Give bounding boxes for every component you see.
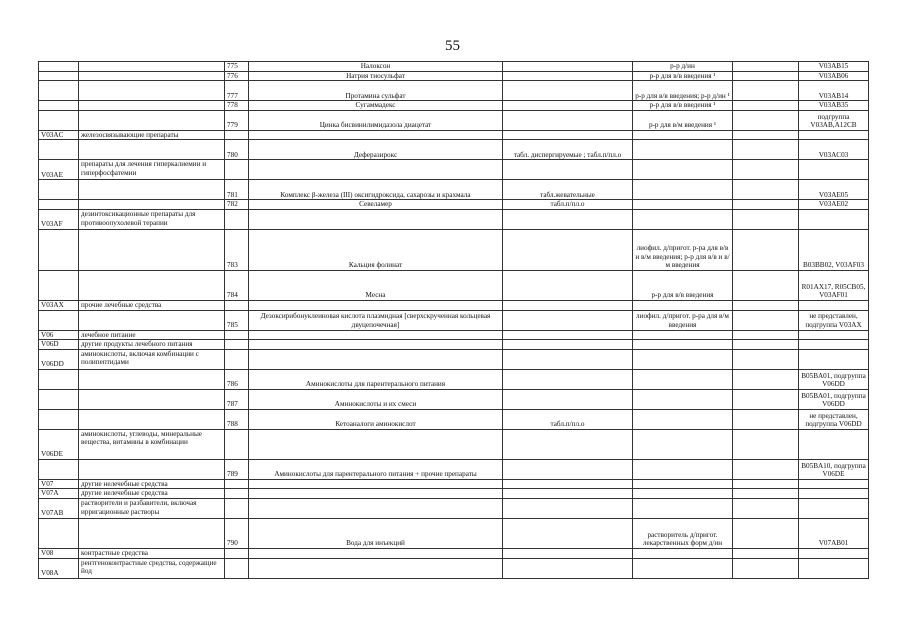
dosage-form-tablet — [503, 130, 633, 140]
atc-group-code: V03AF — [39, 209, 79, 229]
dosage-form-solution — [633, 160, 733, 180]
dosage-form-solution — [633, 340, 733, 350]
note — [733, 229, 799, 270]
dosage-form-solution — [633, 369, 733, 389]
dosage-form-solution — [633, 389, 733, 409]
dosage-form-tablet — [503, 62, 633, 72]
table-row — [39, 389, 869, 409]
page-number: 55 — [445, 38, 460, 54]
atc-code — [799, 209, 869, 229]
drug-name — [249, 489, 503, 499]
group-description — [79, 101, 225, 111]
drug-name: Вода для инъекций — [249, 518, 503, 548]
atc-group-code: V03AC — [39, 130, 79, 140]
item-number: 786 — [225, 369, 249, 389]
item-number: 787 — [225, 389, 249, 409]
item-number — [225, 349, 249, 369]
atc-group-code — [39, 369, 79, 389]
item-number — [225, 498, 249, 518]
atc-code — [799, 130, 869, 140]
atc-group-code — [39, 140, 79, 160]
drug-name: Цинка бисвинилимидазола диацетат — [249, 110, 503, 130]
dosage-form-solution — [633, 300, 733, 310]
group-description — [79, 310, 225, 330]
atc-code: R01AX17, R05CB05, V03AF01 — [799, 270, 869, 300]
atc-group-code: V03AE — [39, 160, 79, 180]
atc-group-code — [39, 518, 79, 548]
item-number: 777 — [225, 81, 249, 101]
dosage-form-solution — [633, 489, 733, 499]
item-number: 782 — [225, 200, 249, 210]
atc-code — [799, 330, 869, 340]
item-number — [225, 429, 249, 459]
dosage-form-tablet — [503, 349, 633, 369]
dosage-form-solution — [633, 409, 733, 429]
atc-group-code — [39, 81, 79, 101]
atc-code: B05BA01, подгруппа V06DD — [799, 389, 869, 409]
item-number: 778 — [225, 101, 249, 111]
dosage-form-tablet — [503, 340, 633, 350]
note — [733, 160, 799, 180]
item-number — [225, 489, 249, 499]
dosage-form-tablet — [503, 389, 633, 409]
group-description: железосвязывающие препараты — [79, 130, 225, 140]
atc-code: B03BB02, V03AF03 — [799, 229, 869, 270]
group-description — [79, 389, 225, 409]
atc-code — [799, 498, 869, 518]
note — [733, 71, 799, 81]
note — [733, 498, 799, 518]
drug-name — [249, 429, 503, 459]
atc-code: V03AB15 — [799, 62, 869, 72]
group-row — [39, 160, 869, 180]
drug-name — [249, 558, 503, 578]
group-description: контрастные средства — [79, 548, 225, 558]
atc-group-code — [39, 389, 79, 409]
atc-code — [799, 489, 869, 499]
table-row — [39, 81, 869, 101]
table-row — [39, 140, 869, 160]
dosage-form-tablet — [503, 558, 633, 578]
table-row — [39, 71, 869, 81]
drug-name — [249, 130, 503, 140]
atc-group-code: V03AX — [39, 300, 79, 310]
atc-group-code: V06DD — [39, 349, 79, 369]
dosage-form-solution: растворитель д/пригот. лекарственных форм д/ин — [633, 518, 733, 548]
atc-group-code: V07AB — [39, 498, 79, 518]
atc-group-code: V07A — [39, 489, 79, 499]
dosage-form-tablet — [503, 369, 633, 389]
drug-name: Аминокислоты для парентерального питания — [249, 369, 503, 389]
atc-group-code — [39, 409, 79, 429]
table-body — [39, 62, 869, 579]
dosage-form-tablet — [503, 101, 633, 111]
note — [733, 548, 799, 558]
dosage-form-solution — [633, 548, 733, 558]
drug-name — [249, 349, 503, 369]
dosage-form-tablet — [503, 518, 633, 548]
dosage-form-solution: р-р для в/в введения ¹ — [633, 71, 733, 81]
dosage-form-tablet — [503, 459, 633, 479]
item-number — [225, 130, 249, 140]
group-description — [79, 270, 225, 300]
item-number: 779 — [225, 110, 249, 130]
atc-group-code — [39, 459, 79, 479]
item-number: 781 — [225, 180, 249, 200]
table-row — [39, 409, 869, 429]
dosage-form-tablet: табл.п/пл.о — [503, 409, 633, 429]
table-row — [39, 180, 869, 200]
drug-name: Кальция фолинат — [249, 229, 503, 270]
note — [733, 310, 799, 330]
drug-name: Аминокислоты и их смеси — [249, 389, 503, 409]
table-row — [39, 518, 869, 548]
dosage-form-tablet — [503, 479, 633, 489]
group-row — [39, 300, 869, 310]
atc-code: подгруппа V03AB,A12CB — [799, 110, 869, 130]
dosage-form-solution — [633, 209, 733, 229]
drug-name: Протамина сульфат — [249, 81, 503, 101]
note — [733, 330, 799, 340]
group-description — [79, 369, 225, 389]
drug-name — [249, 548, 503, 558]
dosage-form-tablet — [503, 71, 633, 81]
group-row — [39, 209, 869, 229]
atc-group-code — [39, 110, 79, 130]
note — [733, 518, 799, 548]
dosage-form-tablet — [503, 81, 633, 101]
table-row — [39, 200, 869, 210]
atc-code — [799, 160, 869, 180]
group-row — [39, 479, 869, 489]
drug-name — [249, 340, 503, 350]
group-description: дезинтоксикационные препараты для противоопухолевой терапии — [79, 209, 225, 229]
note — [733, 489, 799, 499]
drug-list-table — [38, 61, 869, 579]
table-row — [39, 270, 869, 300]
group-description: другие нелечебные средства — [79, 489, 225, 499]
note — [733, 429, 799, 459]
dosage-form-tablet: табл.жевательные — [503, 180, 633, 200]
item-number: 775 — [225, 62, 249, 72]
atc-code — [799, 548, 869, 558]
group-description: аминокислоты, включая комбинации с полипептидами — [79, 349, 225, 369]
dosage-form-solution: р-р для в/в введения ¹ — [633, 101, 733, 111]
note — [733, 409, 799, 429]
item-number: 785 — [225, 310, 249, 330]
dosage-form-solution — [633, 349, 733, 369]
drug-name — [249, 330, 503, 340]
atc-group-code: V08A — [39, 558, 79, 578]
group-description — [79, 518, 225, 548]
note — [733, 209, 799, 229]
atc-code — [799, 429, 869, 459]
group-description: другие продукты лечебного питания — [79, 340, 225, 350]
dosage-form-tablet — [503, 110, 633, 130]
group-row — [39, 558, 869, 578]
item-number — [225, 340, 249, 350]
item-number: 788 — [225, 409, 249, 429]
dosage-form-solution — [633, 180, 733, 200]
item-number — [225, 479, 249, 489]
note — [733, 349, 799, 369]
group-row — [39, 489, 869, 499]
note — [733, 101, 799, 111]
dosage-form-solution: р-р для в/м введения ¹ — [633, 110, 733, 130]
group-description: прочие лечебные средства — [79, 300, 225, 310]
note — [733, 340, 799, 350]
atc-code: V03AB35 — [799, 101, 869, 111]
dosage-form-solution: р-р д/ин — [633, 62, 733, 72]
atc-group-code — [39, 310, 79, 330]
atc-group-code: V08 — [39, 548, 79, 558]
group-row — [39, 349, 869, 369]
drug-name — [249, 160, 503, 180]
item-number: 784 — [225, 270, 249, 300]
drug-name: Месна — [249, 270, 503, 300]
dosage-form-tablet — [503, 270, 633, 300]
group-row — [39, 330, 869, 340]
note — [733, 558, 799, 578]
drug-name: Аминокислоты для парентерального питания + прочие препараты — [249, 459, 503, 479]
drug-name — [249, 300, 503, 310]
drug-name — [249, 498, 503, 518]
drug-name: Сугаммадекс — [249, 101, 503, 111]
atc-group-code — [39, 62, 79, 72]
group-description: другие нелечебные средства — [79, 479, 225, 489]
group-row — [39, 130, 869, 140]
dosage-form-tablet — [503, 498, 633, 518]
dosage-form-solution — [633, 330, 733, 340]
dosage-form-solution — [633, 130, 733, 140]
atc-code: не представлен, подгруппа V06DD — [799, 409, 869, 429]
drug-name — [249, 479, 503, 489]
item-number: 780 — [225, 140, 249, 160]
group-description — [79, 71, 225, 81]
group-description — [79, 110, 225, 130]
item-number — [225, 160, 249, 180]
dosage-form-tablet — [503, 310, 633, 330]
atc-group-code — [39, 270, 79, 300]
drug-name: Комплекс β-железа (III) оксигидроксида, сахарозы и крахмала — [249, 180, 503, 200]
atc-code: B05BA01, подгруппа V06DD — [799, 369, 869, 389]
atc-group-code: V06D — [39, 340, 79, 350]
table-row — [39, 110, 869, 130]
atc-code: V03AE05 — [799, 180, 869, 200]
group-row — [39, 498, 869, 518]
item-number: 783 — [225, 229, 249, 270]
group-description — [79, 229, 225, 270]
atc-code: V03AB06 — [799, 71, 869, 81]
drug-name: Севеламер — [249, 200, 503, 210]
item-number — [225, 330, 249, 340]
dosage-form-solution: лиофил. д/пригот. р-ра для в/в и в/м введения; р-р для в/в и в/м введения — [633, 229, 733, 270]
dosage-form-tablet — [503, 489, 633, 499]
dosage-form-solution: лиофил. д/пригот. р-ра для в/м введения — [633, 310, 733, 330]
item-number: 776 — [225, 71, 249, 81]
group-description: рентгеноконтрастные средства, содержащие йод — [79, 558, 225, 578]
note — [733, 479, 799, 489]
dosage-form-tablet — [503, 429, 633, 459]
group-row — [39, 548, 869, 558]
atc-code: V03AB14 — [799, 81, 869, 101]
group-row — [39, 340, 869, 350]
group-description: препараты для лечения гиперкалиемии и гиперфосфатемии — [79, 160, 225, 180]
item-number — [225, 548, 249, 558]
note — [733, 389, 799, 409]
item-number — [225, 300, 249, 310]
atc-code: V03AC03 — [799, 140, 869, 160]
drug-name — [249, 209, 503, 229]
dosage-form-solution — [633, 498, 733, 518]
group-description — [79, 409, 225, 429]
atc-group-code — [39, 229, 79, 270]
group-description — [79, 140, 225, 160]
group-description — [79, 81, 225, 101]
atc-group-code — [39, 71, 79, 81]
group-description: лечебное питание — [79, 330, 225, 340]
dosage-form-solution — [633, 200, 733, 210]
note — [733, 459, 799, 479]
table-row — [39, 229, 869, 270]
table-row — [39, 310, 869, 330]
note — [733, 130, 799, 140]
item-number — [225, 558, 249, 578]
atc-code — [799, 340, 869, 350]
note — [733, 140, 799, 160]
atc-code — [799, 558, 869, 578]
dosage-form-tablet — [503, 160, 633, 180]
dosage-form-solution — [633, 459, 733, 479]
dosage-form-solution — [633, 558, 733, 578]
atc-code: V03AE02 — [799, 200, 869, 210]
atc-code — [799, 300, 869, 310]
table-row — [39, 459, 869, 479]
note — [733, 180, 799, 200]
atc-code: B05BA10, подгруппа V06DE — [799, 459, 869, 479]
dosage-form-tablet — [503, 300, 633, 310]
atc-group-code — [39, 101, 79, 111]
dosage-form-tablet — [503, 229, 633, 270]
note — [733, 369, 799, 389]
item-number: 789 — [225, 459, 249, 479]
note — [733, 300, 799, 310]
group-row — [39, 429, 869, 459]
atc-code: не представлен, подгруппа V03AX — [799, 310, 869, 330]
group-description: растворители и разбавители, включая ирригационные растворы — [79, 498, 225, 518]
atc-code — [799, 349, 869, 369]
atc-code: V07AB01 — [799, 518, 869, 548]
dosage-form-solution — [633, 429, 733, 459]
atc-group-code: V06 — [39, 330, 79, 340]
group-description: аминокислоты, углеводы, минеральные вещества, витамины в комбинации — [79, 429, 225, 459]
note — [733, 81, 799, 101]
dosage-form-tablet — [503, 330, 633, 340]
dosage-form-tablet — [503, 209, 633, 229]
dosage-form-solution: р-р для в/в введения; р-р д/ин ¹ — [633, 81, 733, 101]
dosage-form-tablet: табл. диспергируемые ; табл.п/пл.о — [503, 140, 633, 160]
dosage-form-solution — [633, 140, 733, 160]
group-description — [79, 200, 225, 210]
table-row — [39, 62, 869, 72]
atc-group-code — [39, 200, 79, 210]
dosage-form-solution: р-р для в/в введения — [633, 270, 733, 300]
atc-group-code: V07 — [39, 479, 79, 489]
dosage-form-tablet: табл.п/пл.о — [503, 200, 633, 210]
drug-name: Дезоксирибонуклеиновая кислота плазмидная [сверхскрученная кольцевая двуцепочечная] — [249, 310, 503, 330]
dosage-form-tablet — [503, 548, 633, 558]
drug-name: Налоксон — [249, 62, 503, 72]
atc-group-code — [39, 180, 79, 200]
drug-name: Натрия тиосульфат — [249, 71, 503, 81]
group-description — [79, 180, 225, 200]
note — [733, 62, 799, 72]
atc-group-code: V06DE — [39, 429, 79, 459]
note — [733, 270, 799, 300]
item-number: 790 — [225, 518, 249, 548]
item-number — [225, 209, 249, 229]
group-description — [79, 459, 225, 479]
note — [733, 110, 799, 130]
drug-name: Деферазирокс — [249, 140, 503, 160]
atc-code — [799, 479, 869, 489]
note — [733, 200, 799, 210]
drug-name: Кетоаналоги аминокислот — [249, 409, 503, 429]
dosage-form-solution — [633, 479, 733, 489]
table-row — [39, 101, 869, 111]
group-description — [79, 62, 225, 72]
table-row — [39, 369, 869, 389]
